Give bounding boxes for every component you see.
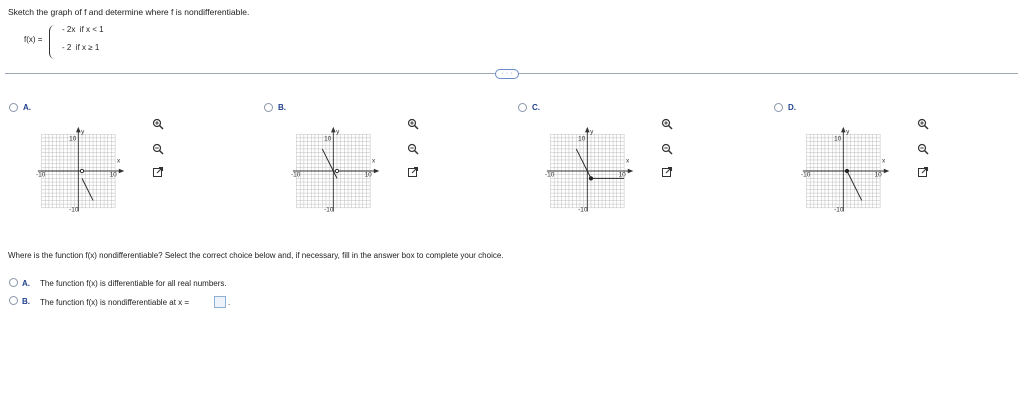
x-max-label: 10 (874, 171, 882, 179)
zoom-out-icon[interactable] (151, 143, 164, 156)
piece-1-cond: if x < 1 (79, 25, 104, 34)
y-min-label: -10 (578, 206, 588, 214)
popout-icon[interactable] (660, 166, 673, 179)
answer-b-text: The function f(x) is nondifferentiable at x = (40, 298, 190, 307)
x-axis-arrow (374, 169, 380, 174)
piece-2 (62, 43, 99, 52)
choice-a-radio[interactable] (9, 103, 18, 112)
piecewise-brace (49, 25, 56, 59)
zoom-out-icon[interactable] (660, 143, 673, 156)
y-axis-label: y (81, 128, 85, 136)
popout-icon[interactable] (916, 166, 929, 179)
open-point (80, 169, 83, 172)
answer-a-text: The function f(x) is differentiable for all real numbers. (40, 279, 227, 288)
y-axis-arrow (585, 127, 590, 133)
x-axis-label: x (625, 157, 630, 165)
x-max-label: 10 (109, 171, 117, 179)
y-max-label: 10 (324, 135, 332, 143)
zoom-out-icon[interactable] (406, 143, 419, 156)
choice-a-label: A. (23, 103, 31, 112)
zoom-in-icon[interactable] (916, 118, 929, 131)
x-axis-label: x (371, 157, 376, 165)
y-axis-label: y (590, 128, 594, 136)
choice-c-label: C. (532, 103, 540, 112)
answer-b-suffix: . (228, 298, 231, 307)
closed-point (589, 177, 592, 180)
y-axis-arrow (76, 127, 81, 133)
x-min-label: -10 (291, 171, 301, 179)
x-axis-arrow (628, 169, 634, 174)
zoom-in-icon[interactable] (660, 118, 673, 131)
zoom-in-icon[interactable] (406, 118, 419, 131)
zoom-in-icon[interactable] (151, 118, 164, 131)
y-axis-arrow (331, 127, 336, 133)
choice-b-label: B. (278, 103, 286, 112)
y-axis-label: y (336, 128, 340, 136)
answer-a-label: A. (22, 279, 30, 288)
graph-a (36, 125, 128, 217)
piece-1 (62, 25, 104, 34)
answer-b-radio[interactable] (9, 296, 18, 305)
x-axis-label: x (881, 157, 886, 165)
x-max-label: 10 (618, 171, 626, 179)
popout-icon[interactable] (151, 166, 164, 179)
closed-point (845, 169, 848, 172)
piece-2-cond: if x ≥ 1 (75, 43, 100, 52)
piece-2-expr: - 2 (62, 43, 72, 52)
answer-box[interactable] (214, 296, 226, 308)
popout-icon[interactable] (406, 166, 419, 179)
choice-b-radio[interactable] (264, 103, 273, 112)
graph-b (291, 125, 383, 217)
x-min-label: -10 (801, 171, 811, 179)
x-min-label: -10 (545, 171, 555, 179)
choice-c-radio[interactable] (518, 103, 527, 112)
y-axis-label: y (846, 128, 850, 136)
x-axis-arrow (884, 169, 890, 174)
x-axis-label: x (116, 157, 121, 165)
x-min-label: -10 (36, 171, 46, 179)
choice-d-label: D. (788, 103, 796, 112)
piece-1-expr: - 2x (62, 25, 76, 34)
y-min-label: -10 (834, 206, 844, 214)
function-name: f(x) = (24, 35, 43, 44)
open-point (335, 169, 338, 172)
answer-b-label: B. (22, 297, 30, 306)
more-button[interactable]: · · · (495, 69, 519, 79)
choice-d-radio[interactable] (774, 103, 783, 112)
zoom-out-icon[interactable] (916, 143, 929, 156)
answer-a-radio[interactable] (9, 278, 18, 287)
graph-d (801, 125, 893, 217)
question-prompt: Sketch the graph of f and determine where f is nondifferentiable. (8, 7, 250, 17)
y-axis-arrow (841, 127, 846, 133)
x-axis-arrow (119, 169, 125, 174)
y-min-label: -10 (69, 206, 79, 214)
y-min-label: -10 (324, 206, 334, 214)
graph-c (545, 125, 637, 217)
y-max-label: 10 (834, 135, 842, 143)
y-max-label: 10 (69, 135, 77, 143)
sub-question: Where is the function f(x) nondifferentiable? Select the correct choice below and, if necessary, fill in the answer box to complete your choice. (8, 251, 504, 260)
x-max-label: 10 (364, 171, 372, 179)
y-max-label: 10 (578, 135, 586, 143)
